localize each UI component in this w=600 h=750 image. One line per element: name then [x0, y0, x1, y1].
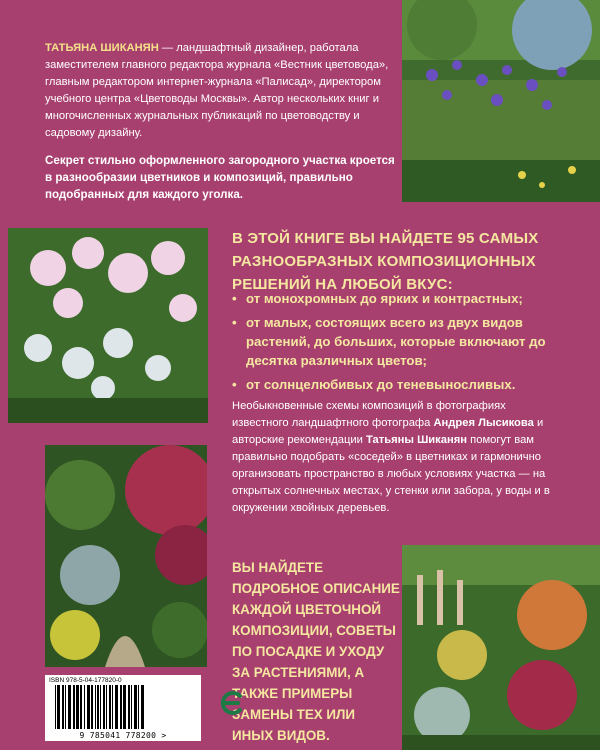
author-name: ТАТЬЯНА ШИКАНЯН [45, 42, 159, 54]
photographer-name: Андрея Лысикова [433, 417, 534, 429]
author-bio-text: — ландшафтный дизайнер, работала заместителем главного редактора журнала «Вестник цветовода», главным редактором интернет-журнала «Палисад», директором учебного центра «Цветоводы Москвы». Автор нескольких книг и многочисленных журнальных публикаций по цветоводству и садовому дизайну. [45, 42, 389, 139]
list-item: • от малых, состоящих всего из двух видов растений, до больших, которые включают до десятка различных цветов; [232, 315, 546, 368]
barcode-bar [62, 685, 64, 729]
bullet-icon: • [232, 377, 237, 392]
barcode-bar [57, 685, 60, 729]
garden-photo-left-middle [8, 228, 208, 423]
barcode-bar [109, 685, 111, 729]
barcode-icon [55, 685, 191, 729]
author-name-inline: Татьяны Шиканян [365, 434, 468, 446]
barcode-bar [76, 685, 79, 729]
barcode-bar [80, 685, 82, 729]
barcode-bar [68, 685, 71, 729]
barcode-bar [138, 685, 139, 729]
barcode-bar [112, 685, 113, 729]
feature-list [232, 289, 572, 399]
barcode-bar [106, 685, 107, 729]
barcode-bar [73, 685, 75, 729]
barcode-bar [84, 685, 85, 729]
barcode-bar [123, 685, 126, 729]
barcode-bar [100, 685, 101, 729]
extra-info: ВЫ НАЙДЕТЕ ПОДРОБНОЕ ОПИСАНИЕ КАЖДОЙ ЦВЕТОЧНОЙ КОМПОЗИЦИИ, СОВЕТЫ ПО ПОСАДКЕ И УХОДУ ЗА РАСТЕНИЯМИ, А ТАКЖЕ ПРИМЕРЫ ЗАМЕНЫ ТЕХ ИЛИ ИНЫХ ВИДОВ. [232, 560, 400, 743]
garden-photo-left-bottom [45, 445, 207, 667]
garden-photo-top-right [402, 0, 600, 202]
list-item: • от солнцелюбивых до теневыносливых. [232, 377, 516, 392]
bullet-icon: • [232, 315, 237, 330]
author-bio [45, 40, 400, 142]
publisher-logo-icon [218, 688, 246, 718]
garden-photo-bottom-right [402, 545, 600, 750]
barcode-bar [134, 685, 137, 729]
bullet-icon: • [232, 291, 237, 306]
barcode-bar [128, 685, 130, 729]
barcode-bar [97, 685, 99, 729]
ean-number: 9 785041 778200 > [79, 731, 167, 740]
barcode-bar [103, 685, 105, 729]
barcode-bar [87, 685, 90, 729]
book-headline: В ЭТОЙ КНИГЕ ВЫ НАЙДЕТЕ 95 САМЫХ РАЗНООБРАЗНЫХ КОМПОЗИЦИОННЫХ РЕШЕНИЙ НА ЛЮБОЙ ВКУС: [232, 230, 539, 293]
isbn-barcode [45, 675, 201, 741]
barcode-bar [120, 685, 122, 729]
barcode-bar [141, 685, 144, 729]
description-paragraph: Необыкновенные схемы композиций в фотографиях известного ландшафтного фотографа Андрея Лысикова и авторские рекомендации Татьяны Шиканян помогут вам правильно подобрать «соседей» в цветниках и гармонично организовать пространство в любых условиях участка — на открытых солнечных местах, у стенки или забора, у воды и в окружении хвойных деревьев. [232, 400, 550, 514]
barcode-bar [91, 685, 93, 729]
barcode-bar [115, 685, 118, 729]
list-item: • от монохромных до ярких и контрастных; [232, 291, 523, 306]
barcode-bar [95, 685, 96, 729]
barcode-bar [55, 685, 56, 729]
barcode-bar [65, 685, 66, 729]
isbn-label: ISBN 978-5-04-177820-0 [49, 677, 122, 684]
barcode-bar [131, 685, 132, 729]
secret-paragraph: Секрет стильно оформленного загородного участка кроется в разнообразии цветников и композиций, правильно подобранных для каждого уголка. [45, 154, 395, 201]
publisher-logo [218, 688, 246, 723]
